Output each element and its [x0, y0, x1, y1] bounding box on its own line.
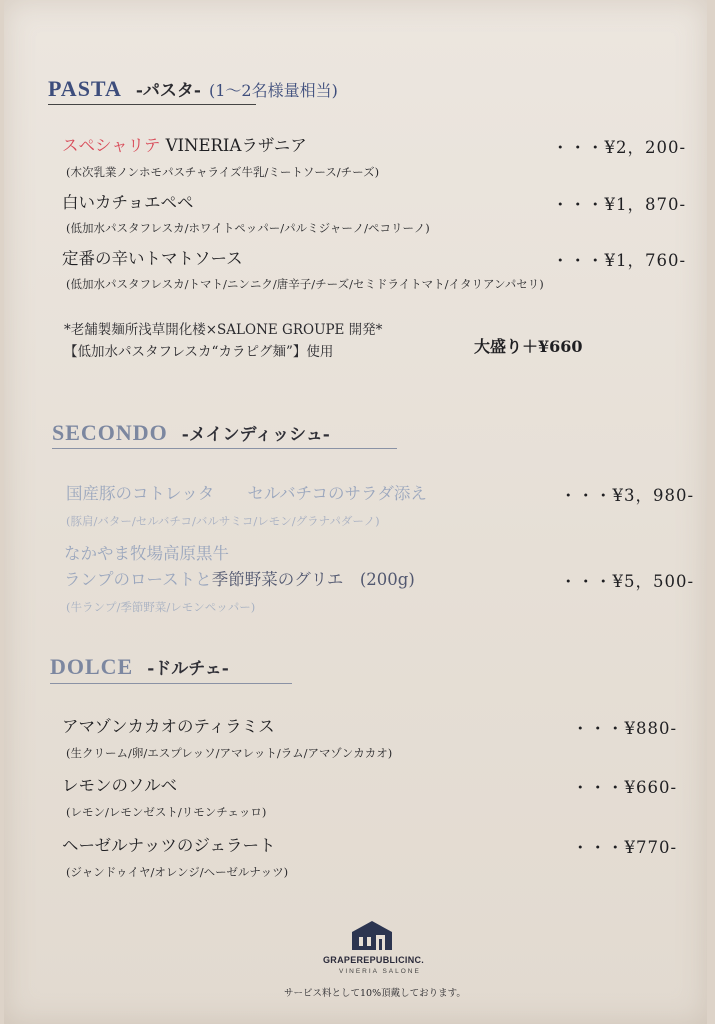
pasta-item-desc: (低加水パスタフレスカ/トマト/ニンニク/唐辛子/チーズ/セミドライトマト/イタリアンパセリ) — [66, 277, 544, 291]
section-title-dolce — [50, 654, 229, 680]
dolce-item-price: ・・・¥880- — [572, 719, 678, 738]
secondo-title-jp: -メインディッシュ- — [181, 425, 330, 445]
pasta-item-price: ・・・¥2，200- — [552, 138, 687, 157]
pasta-title-jp: -パスタ- — [135, 81, 201, 101]
noodle-type-note: 【低加水パスタフレスカ“カラピグ麺”】使用 — [64, 344, 334, 360]
dolce-title-jp: -ドルチェ- — [147, 659, 229, 679]
dolce-item-desc: (ジャンドゥイヤ/オレンジ/ヘーゼルナッツ) — [66, 865, 289, 879]
secondo-title-underline — [52, 448, 397, 449]
dolce-item-price: ・・・¥660- — [572, 778, 678, 797]
secondo-item-price: ・・・¥5，500- — [560, 572, 695, 591]
secondo-item-name-line2-b: 季節野菜のグリエ (200g) — [211, 570, 415, 589]
dolce-item-desc: (生クリーム/卵/エスプレッソ/アマレット/ラム/アマゾンカカオ) — [66, 746, 393, 760]
pasta-item-title: VINERIAラザニア — [160, 136, 307, 155]
secondo-item-name-line1: なかやま牧場高原黒牛 — [64, 544, 229, 563]
secondo-title-en: SECONDO — [52, 420, 168, 445]
pasta-item-name: 定番の辛いトマトソース — [62, 249, 243, 268]
secondo-item-name-line2-a: ランプのローストと — [64, 570, 212, 589]
pasta-item-desc: (木次乳業ノンホモパスチャライズ牛乳/ミートソース/チーズ) — [66, 165, 380, 179]
winery-building-icon — [350, 918, 394, 952]
dolce-item-desc: (レモン/レモンゼスト/リモンチェッロ) — [66, 805, 267, 819]
secondo-item-desc: (牛ランプ/季節野菜/レモンペッパー) — [66, 600, 256, 614]
section-title-pasta — [48, 76, 338, 102]
logo-company-name: GRAPEREPUBLICINC. — [323, 955, 425, 965]
pasta-item-name — [62, 132, 307, 156]
menu-sheet — [4, 0, 707, 1024]
pasta-item-price: ・・・¥1，870- — [552, 195, 687, 214]
service-charge-note: サービス料として10%頂戴しております。 — [284, 988, 466, 999]
large-portion-price: 大盛り＋¥660 — [474, 337, 583, 356]
section-title-secondo — [52, 420, 330, 446]
secondo-item-name: 国産豚のコトレッタ セルバチコのサラダ添え — [66, 484, 427, 503]
pasta-item-price: ・・・¥1，760- — [552, 251, 687, 270]
logo-subtitle: VINERIA SALONE — [339, 968, 421, 975]
dolce-title-underline — [50, 683, 292, 684]
pasta-title-en: PASTA — [48, 76, 122, 101]
pasta-item-name: 白いカチョエペペ — [62, 193, 194, 212]
dolce-item-name: アマゾンカカオのティラミス — [62, 717, 275, 736]
secondo-item-name-line2 — [64, 566, 415, 590]
noodle-collab-note: *老舗製麺所浅草開化楼×SALONE GROUPE 開発* — [64, 322, 383, 338]
secondo-item-desc: (豚肩/バター/セルバチコ/バルサミコ/レモン/グラナパダーノ) — [66, 514, 380, 528]
pasta-item-desc: (低加水パスタフレスカ/ホワイトペッパー/パルミジャーノ/ペコリーノ) — [66, 221, 430, 235]
dolce-item-price: ・・・¥770- — [572, 838, 678, 857]
pasta-portion-note: (1～2名様量相当) — [208, 81, 338, 100]
dolce-title-en: DOLCE — [50, 654, 134, 679]
secondo-item-price: ・・・¥3，980- — [560, 486, 695, 505]
pasta-title-underline — [48, 104, 256, 105]
specialite-label: スペシャリテ — [62, 136, 161, 155]
dolce-item-name: ヘーゼルナッツのジェラート — [62, 836, 276, 855]
dolce-item-name: レモンのソルベ — [62, 776, 178, 795]
